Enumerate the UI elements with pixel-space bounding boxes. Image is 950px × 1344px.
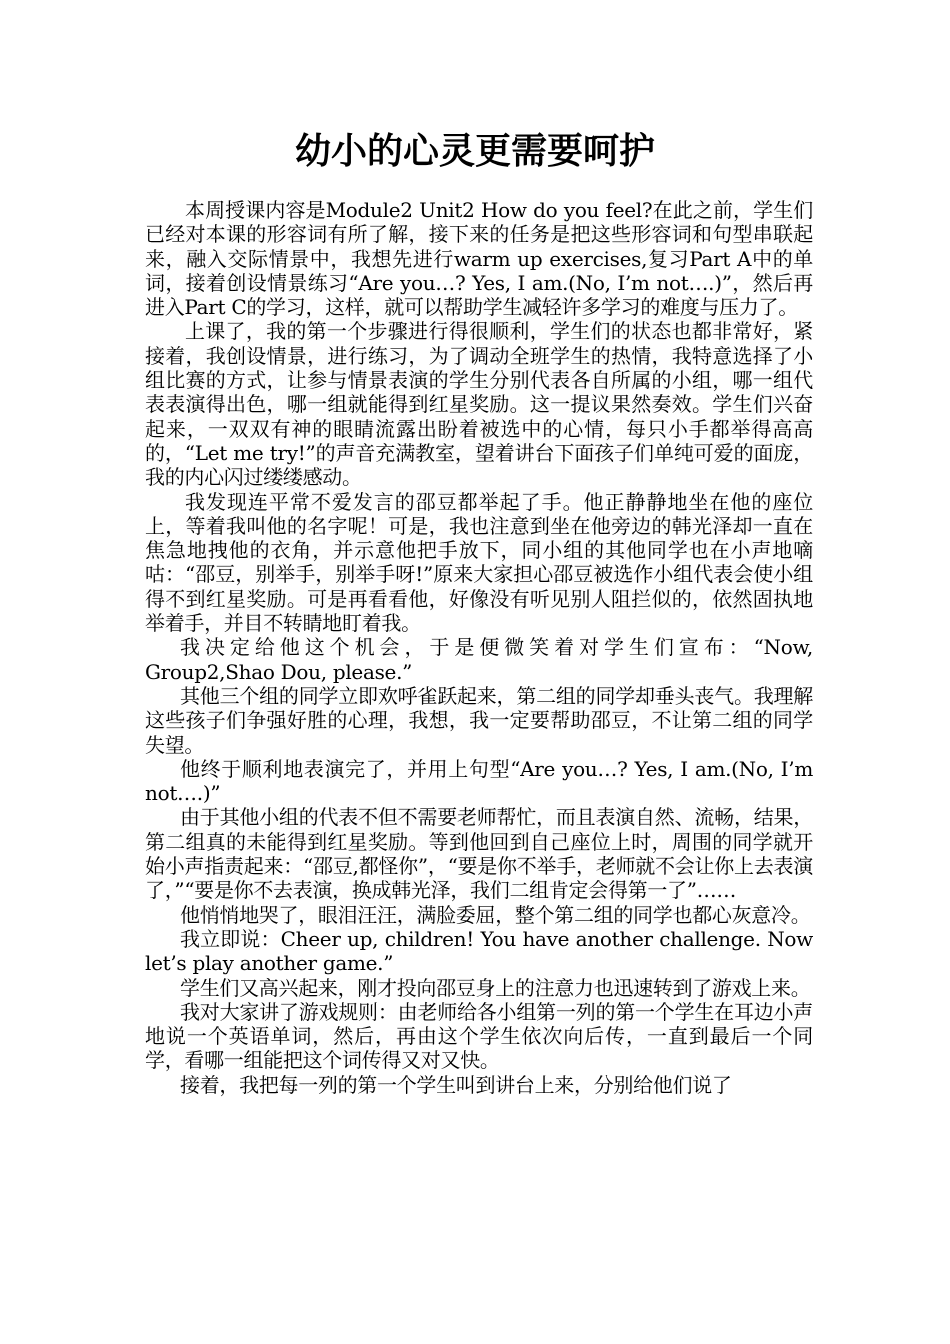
- paragraph-12: 接着，我把每一列的第一个学生叫到讲台上来，分别给他们说了: [180, 1072, 732, 1097]
- paragraph-11: 我对大家讲了游戏规则：由老师给各小组第一列的第一个学生在耳边小声地说一个英语单词，然后，再由这个学生依次向后传，一直到最后一个同学，看哪一组能把这个词传得又对又快。: [145, 999, 813, 1073]
- paragraph-5: 其他三个组的同学立即欢呼雀跃起来，第二组的同学却垂头丧气。我理解这些孩子们争强好胜的心理，我想，我一定要帮助邵豆，不让第二组的同学失望。: [145, 683, 813, 757]
- paragraph-4: 我决定给他这个机会，于是便微笑着对学生们宣布：“Now, Group2,Shao Dou, please.”: [145, 635, 813, 684]
- document-body: [145, 198, 813, 1097]
- document-title: 幼小的心灵更需要呵护: [294, 131, 655, 172]
- paragraph-2: 上课了，我的第一个步骤进行得很顺利，学生们的状态也都非常好，紧接着，我创设情景，进行练习，为了调动全班学生的热情，我特意选择了小组比赛的方式，让参与情景表演的学生分别代表各自所属的小组，哪一组代表表演得出色，哪一组就能得到红星奖励。这一提议果然奏效。学生们兴奋起来，一双双有神的眼睛流露出盼着被选中的心情，每只小手都举得高高的，“Let me try!”的声音充满教室，望着讲台下面孩子们单纯可爱的面庞，我的内心闪过缕缕感动。: [145, 319, 813, 490]
- paragraph-10: 学生们又高兴起来，刚才投向邵豆身上的注意力也迅速转到了游戏上来。: [180, 975, 811, 1000]
- paragraph-8: 他悄悄地哭了，眼泪汪汪，满脸委屈，整个第二组的同学也都心灰意冷。: [180, 902, 811, 927]
- paragraph-1: 本周授课内容是Module2 Unit2 How do you feel?在此之前，学生们已经对本课的形容词有所了解，接下来的任务是把这些形容词和句型串联起来，融入交际情景中，我想先进行warm up exercises,复习Part A中的单词，接着创设情景练习“Are you…? Yes, I am.(No, I’m not….)”，然后再进入Part C的学习，这样，就可以帮助学生减轻许多学习的难度与压力了。: [145, 198, 813, 320]
- paragraph-3: 我发现连平常不爱发言的邵豆都举起了手。他正静静地坐在他的座位上，等着我叫他的名字呢！可是，我也注意到坐在他旁边的韩光泽却一直在焦急地拽他的衣角，并示意他把手放下，同小组的其他同学也在小声地嘀咕：“邵豆，别举手，别举手呀!”原来大家担心邵豆被选作小组代表会使小组得不到红星奖励。可是再看看他，好像没有听见别人阻拦似的，依然固执地举着手，并目不转睛地盯着我。: [145, 489, 813, 636]
- paragraph-9: 我立即说：Cheer up, children! You have another challenge. Now let’s play another game.”: [145, 926, 813, 976]
- paragraph-7: 由于其他小组的代表不但不需要老师帮忙，而且表演自然、流畅，结果，第二组真的未能得到红星奖励。等到他回到自己座位上时，周围的同学就开始小声指责起来：“邵豆,都怪你”，“要是你不举手，老师就不会让你上去表演了，”“要是你不去表演，换成韩光泽，我们二组肯定会得第一了”……: [145, 805, 813, 903]
- paragraph-6: 他终于顺利地表演完了，并用上句型“Are you…? Yes, I am.(No, I’m not….)”: [145, 756, 813, 806]
